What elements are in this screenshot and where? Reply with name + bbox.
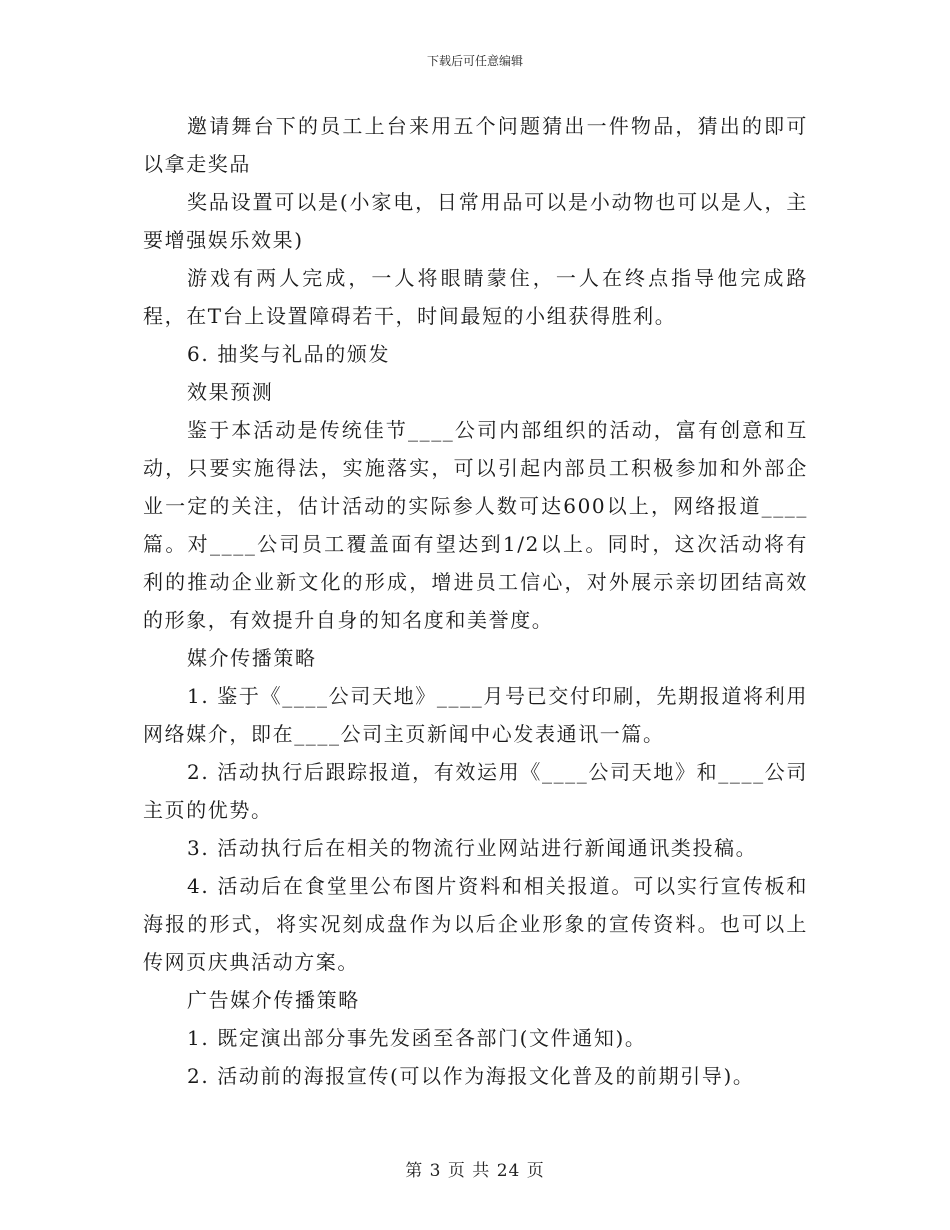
paragraph-blindfold-game: 游戏有两人完成，一人将眼睛蒙住，一人在终点指导他完成路程，在T台上设置障碍若干，时间最短的小组获得胜利。 — [143, 266, 808, 328]
list-item-media-2: 2. 活动执行后跟踪报道，有效运用《____公司天地》和____公司主页的优势。 — [143, 760, 808, 822]
page-header: 下载后可任意编辑 — [426, 54, 523, 68]
paragraph-lottery-heading: 6. 抽奖与礼品的颁发 — [187, 342, 391, 366]
document-body — [143, 107, 808, 1095]
section-heading-ad-media-strategy: 广告媒介传播策略 — [187, 988, 360, 1012]
list-item-ad-1: 1. 既定演出部分事先发函至各部门(文件通知)。 — [187, 1026, 647, 1050]
list-item-ad-2: 2. 活动前的海报宣传(可以作为海报文化普及的前期引导)。 — [187, 1064, 755, 1088]
paragraph-effect-forecast: 鉴于本活动是传统佳节____公司内部组织的活动，富有创意和互动，只要实施得法，实施落实，可以引起内部员工积极参加和外部企业一定的关注，估计活动的实际参人数可达600以上，网络报道____篇。对____公司员工覆盖面有望达到1/2以上。同时，这次活动将有利的推动企业新文化的形成，增进员工信心，对外展示亲切团结高效的形象，有效提升自身的知名度和美誉度。 — [143, 418, 808, 632]
paragraph-guess-game: 邀请舞台下的员工上台来用五个问题猜出一件物品，猜出的即可以拿走奖品 — [143, 114, 808, 176]
list-item-media-1: 1. 鉴于《____公司天地》____月号已交付印刷，先期报道将利用网络媒介，即在____公司主页新闻中心发表通讯一篇。 — [143, 684, 808, 746]
list-item-media-4: 4. 活动后在食堂里公布图片资料和相关报道。可以实行宣传板和海报的形式，将实况刻成盘作为以后企业形象的宣传资料。也可以上传网页庆典活动方案。 — [143, 874, 808, 974]
page-footer: 第 3 页 共 24 页 — [405, 1161, 545, 1181]
list-item-media-3: 3. 活动执行后在相关的物流行业网站进行新闻通讯类投稿。 — [187, 836, 758, 860]
section-heading-media-strategy: 媒介传播策略 — [187, 646, 317, 670]
paragraph-prize-setup: 奖品设置可以是(小家电，日常用品可以是小动物也可以是人，主要增强娱乐效果) — [143, 190, 808, 252]
section-heading-effect-forecast: 效果预测 — [187, 380, 274, 404]
